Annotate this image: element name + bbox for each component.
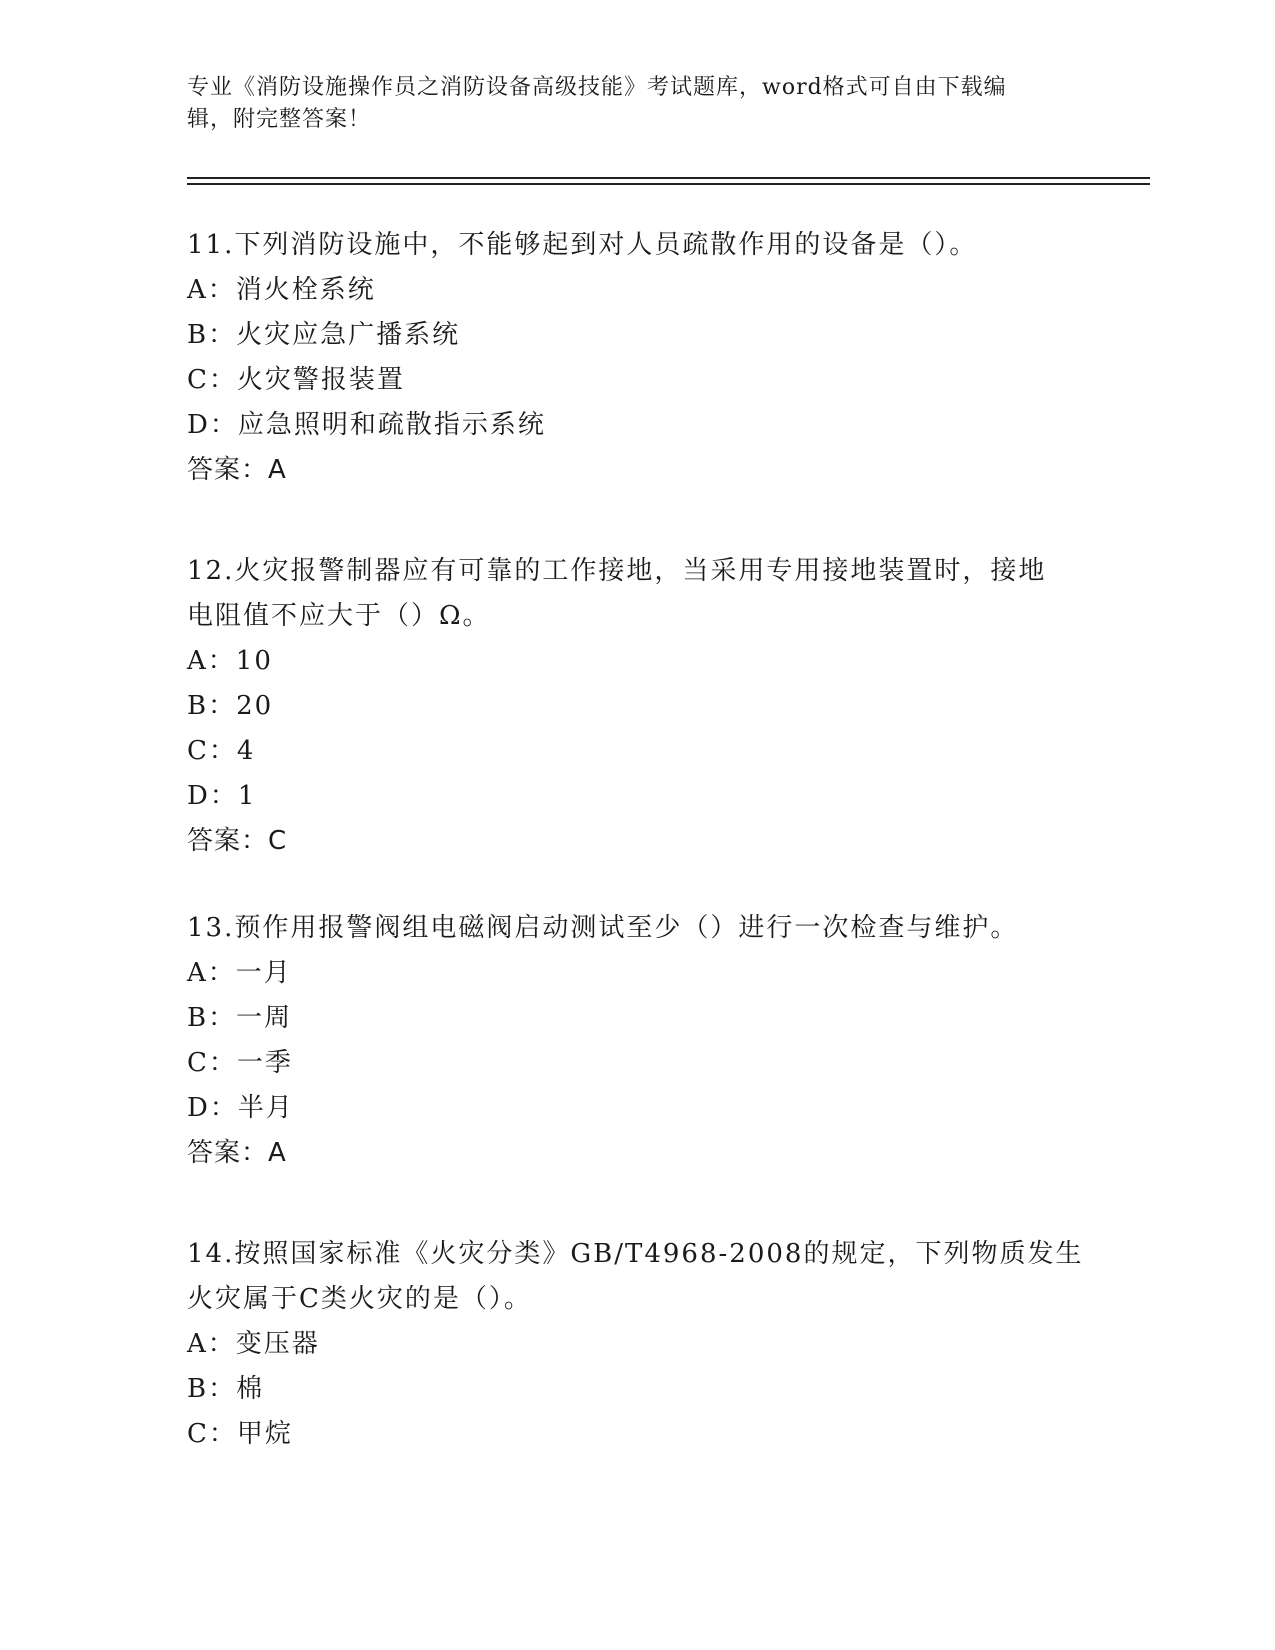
option-d: D：应急照明和疏散指示系统 xyxy=(187,410,546,440)
question-stem: 13.预作用报警阀组电磁阀启动测试至少（）进行一次检查与维护。 xyxy=(187,913,1019,943)
intro-line-2: 辑，附完整答案！ xyxy=(187,107,372,132)
option-c: C：火灾警报装置 xyxy=(187,365,405,395)
document-intro xyxy=(187,72,1067,136)
answer: 答案：A xyxy=(187,455,287,485)
answer: 答案：C xyxy=(187,826,288,856)
option-a: A：10 xyxy=(187,646,273,676)
option-b: B：火灾应急广播系统 xyxy=(187,320,461,350)
option-c: C：一季 xyxy=(187,1048,293,1078)
question-stem-line-1: 14.按照国家标准《火灾分类》GB/T4968-2008的规定，下列物质发生 xyxy=(187,1239,1084,1269)
option-d: D：半月 xyxy=(187,1093,294,1123)
header-divider-top xyxy=(187,177,1150,179)
option-b: B：一周 xyxy=(187,1003,293,1033)
question-14 xyxy=(187,1232,1087,1457)
intro-line-1: 专业《消防设施操作员之消防设备高级技能》考试题库，word格式可自由下载编 xyxy=(187,75,1007,100)
question-13 xyxy=(187,906,1087,1176)
option-d: D：1 xyxy=(187,781,257,811)
option-c: C：4 xyxy=(187,736,256,766)
question-11 xyxy=(187,223,1087,493)
option-a: A：变压器 xyxy=(187,1329,320,1359)
option-b: B：20 xyxy=(187,691,274,721)
option-b: B：棉 xyxy=(187,1374,265,1404)
question-stem: 11.下列消防设施中，不能够起到对人员疏散作用的设备是（）。 xyxy=(187,230,978,260)
question-stem-line-1: 12.火灾报警制器应有可靠的工作接地，当采用专用接地装置时，接地 xyxy=(187,556,1047,586)
question-stem-line-2: 电阻值不应大于（）Ω。 xyxy=(187,601,491,631)
question-12 xyxy=(187,549,1087,864)
question-stem-line-2: 火灾属于C类火灾的是（）。 xyxy=(187,1284,532,1314)
answer: 答案：A xyxy=(187,1138,287,1168)
option-a: A：一月 xyxy=(187,958,292,988)
option-c: C：甲烷 xyxy=(187,1419,293,1449)
option-a: A：消火栓系统 xyxy=(187,275,376,305)
header-divider-bottom xyxy=(187,183,1150,185)
